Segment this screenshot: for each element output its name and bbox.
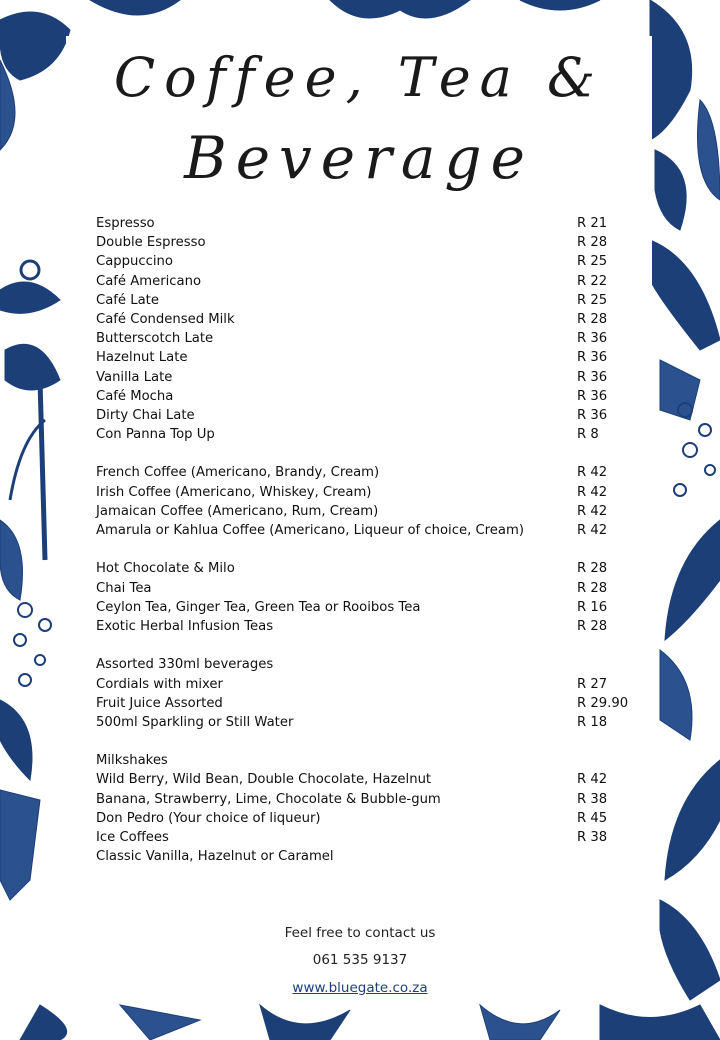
menu-title-line2: Beverage xyxy=(184,124,534,192)
menu-item xyxy=(96,751,656,770)
menu-item-name: Double Espresso xyxy=(96,235,206,251)
menu-item-name: Classic Vanilla, Hazelnut or Caramel xyxy=(96,849,334,865)
menu-item-price: R 8 xyxy=(577,427,599,443)
menu-item xyxy=(96,387,656,406)
menu-item-price: R 25 xyxy=(577,254,608,270)
menu-item-name: Cordials with mixer xyxy=(96,676,223,692)
menu-item-name: French Coffee (Americano, Brandy, Cream) xyxy=(96,465,380,481)
menu-item-price: R 36 xyxy=(577,407,608,423)
menu-item-price: R 42 xyxy=(577,465,608,481)
menu-item-name: Fruit Juice Assorted xyxy=(96,695,223,711)
menu-item-name: Hazelnut Late xyxy=(96,350,188,366)
menu-item-name: Ceylon Tea, Ginger Tea, Green Tea or Rooibos Tea xyxy=(96,599,421,615)
menu-item-price: R 27 xyxy=(577,676,608,692)
menu-item xyxy=(96,348,656,367)
menu-item-name: Irish Coffee (Americano, Whiskey, Cream) xyxy=(96,484,372,500)
menu-item-price: R 36 xyxy=(577,369,608,385)
menu-item-price: R 18 xyxy=(577,714,608,730)
menu-item-name: Chai Tea xyxy=(96,580,152,596)
menu-item-price: R 38 xyxy=(577,830,608,845)
menu-item xyxy=(96,272,656,291)
contact-phone: 061 535 9137 xyxy=(312,952,408,968)
menu-item-name: Wild Berry, Wild Bean, Double Chocolate, Hazelnut xyxy=(96,772,432,788)
menu-item-price: R 28 xyxy=(577,580,608,596)
menu-item xyxy=(96,291,656,310)
menu-title-line1: Coffee, Tea & xyxy=(113,46,605,109)
menu-item xyxy=(96,483,656,502)
menu-item xyxy=(96,521,656,540)
menu-item-price: R 21 xyxy=(577,216,608,231)
menu-item xyxy=(96,675,656,694)
menu-item xyxy=(96,233,656,252)
menu-item xyxy=(96,847,656,866)
menu-item xyxy=(96,770,656,789)
menu-item-price: R 28 xyxy=(577,561,608,577)
menu-item xyxy=(96,214,656,233)
menu-item-price: R 38 xyxy=(577,791,608,807)
menu-section xyxy=(96,751,656,866)
menu-item-name: Exotic Herbal Infusion Teas xyxy=(96,618,274,634)
menu-item xyxy=(96,425,656,444)
menu-item xyxy=(96,463,656,482)
menu-section xyxy=(96,214,656,444)
menu-item xyxy=(96,809,656,828)
menu-item-name: Ice Coffees xyxy=(96,830,169,845)
menu-item xyxy=(96,713,656,732)
menu-item-name: Café Condensed Milk xyxy=(96,311,235,327)
menu-item-price: R 28 xyxy=(577,235,608,251)
menu-item xyxy=(96,598,656,617)
menu-item xyxy=(96,694,656,713)
menu-item-name: Cappuccino xyxy=(96,254,173,270)
contact-text: Feel free to contact us xyxy=(284,925,436,941)
menu-item-price: R 42 xyxy=(577,523,608,538)
menu-item-name: Vanilla Late xyxy=(96,369,173,385)
menu-item xyxy=(96,790,656,809)
menu-item-name: Espresso xyxy=(96,216,155,231)
menu-item-name: 500ml Sparkling or Still Water xyxy=(96,714,294,730)
menu-item xyxy=(96,310,656,329)
menu-item-name: Dirty Chai Late xyxy=(96,407,195,423)
menu-item-name: Assorted 330ml beverages xyxy=(96,657,274,673)
menu-item-price: R 36 xyxy=(577,350,608,366)
menu-section xyxy=(96,559,656,636)
menu-item-name: Hot Chocolate & Milo xyxy=(96,561,235,577)
menu-item-price: R 28 xyxy=(577,618,608,634)
menu-item-price: R 36 xyxy=(577,388,608,404)
menu-item-name: Con Panna Top Up xyxy=(96,427,215,443)
menu-item-name: Milkshakes xyxy=(96,753,168,769)
menu-item-name: Banana, Strawberry, Lime, Chocolate & Bubble-gum xyxy=(96,791,441,807)
menu-item xyxy=(96,252,656,271)
menu-item-price: R 22 xyxy=(577,273,608,289)
menu-item xyxy=(96,617,656,636)
menu-section xyxy=(96,463,656,540)
menu-item-price: R 16 xyxy=(577,599,608,615)
menu-item-name: Café Mocha xyxy=(96,388,174,404)
menu-item xyxy=(96,406,656,425)
menu-item xyxy=(96,559,656,578)
menu-item xyxy=(96,329,656,348)
menu-item xyxy=(96,502,656,521)
menu-item xyxy=(96,579,656,598)
menu-list xyxy=(96,214,656,886)
menu-item-name: Café Late xyxy=(96,292,159,308)
menu-item-name: Butterscotch Late xyxy=(96,331,214,347)
menu-item xyxy=(96,828,656,847)
menu-item-price: R 36 xyxy=(577,331,608,347)
menu-item-name: Amarula or Kahlua Coffee (Americano, Liqueur of choice, Cream) xyxy=(96,523,524,538)
menu-item-price: R 25 xyxy=(577,292,608,308)
menu-item-price: R 42 xyxy=(577,484,608,500)
menu-item-name: Café Americano xyxy=(96,273,202,289)
website-link[interactable]: www.bluegate.co.za xyxy=(292,980,428,996)
menu-item xyxy=(96,368,656,387)
menu-section xyxy=(96,655,656,732)
menu-item-name: Jamaican Coffee (Americano, Rum, Cream) xyxy=(96,503,379,519)
menu-item-price: R 45 xyxy=(577,810,608,826)
menu-item-price: R 28 xyxy=(577,311,608,327)
menu-item-price: R 42 xyxy=(577,503,608,519)
menu-item-price: R 29.90 xyxy=(577,695,629,711)
menu-item xyxy=(96,655,656,674)
menu-item-price: R 42 xyxy=(577,772,608,788)
menu-item-name: Don Pedro (Your choice of liqueur) xyxy=(96,810,321,826)
